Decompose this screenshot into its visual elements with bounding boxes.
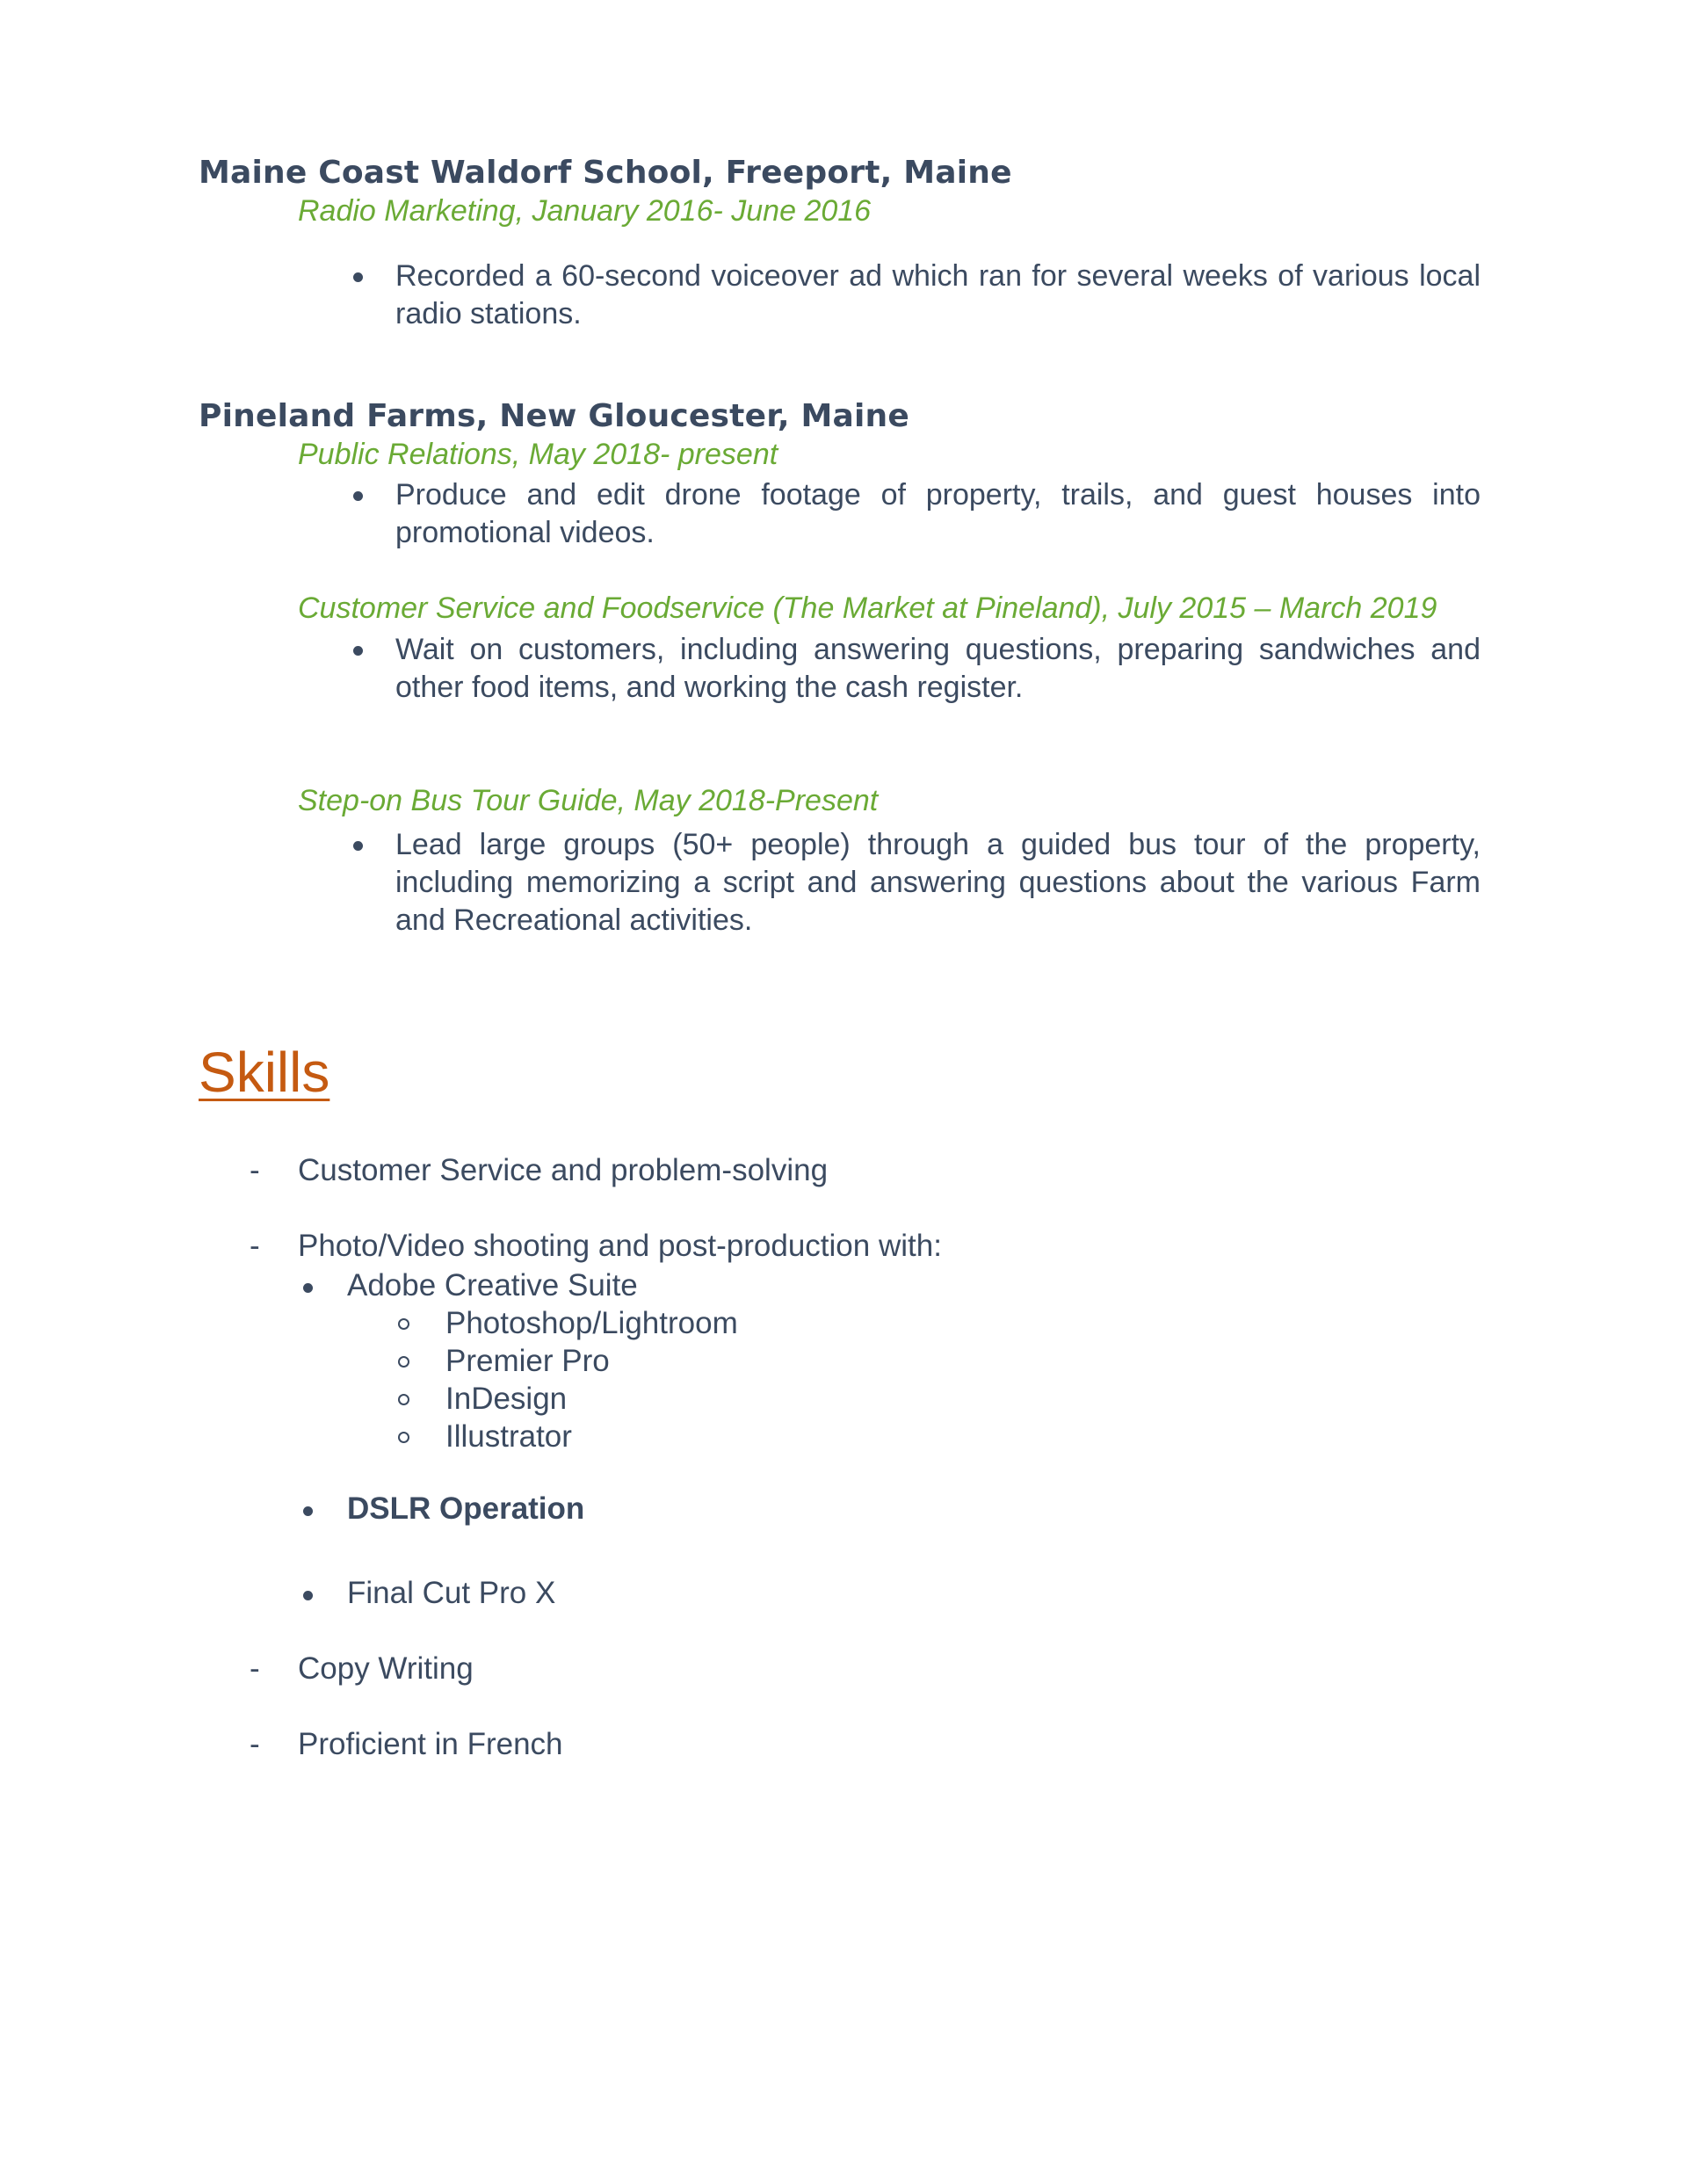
dash-marker: - <box>250 1229 260 1263</box>
skill-item <box>250 1153 829 1188</box>
position-title: Radio Marketing, January 2016- June 2016 <box>298 194 872 228</box>
circle-bullet-icon <box>398 1432 409 1443</box>
position-title: Step-on Bus Tour Guide, May 2018-Present <box>298 784 879 817</box>
skill-item <box>250 1229 942 1264</box>
employer-heading: Maine Coast Waldorf School, Freeport, Maine <box>199 155 1012 191</box>
circle-bullet-icon <box>398 1318 409 1330</box>
skill-text: Proficient in French <box>298 1727 563 1761</box>
bullet-icon <box>353 841 363 851</box>
tool-item <box>347 1268 638 1303</box>
bullet-icon <box>353 272 363 282</box>
dash-marker: - <box>250 1727 260 1761</box>
job-bullet-text: Recorded a 60-second voiceover ad which ran for several weeks of various local radio stations. <box>395 259 1481 330</box>
job-bullet-text: Wait on customers, including answering questions, preparing sandwiches and other food items, and working the cash register. <box>395 633 1481 704</box>
job-bullet <box>395 826 1481 940</box>
skill-text: Customer Service and problem-solving <box>298 1153 829 1187</box>
adobe-app-text: Premier Pro <box>445 1344 610 1378</box>
bullet-icon <box>353 646 363 656</box>
job-bullet <box>395 631 1481 707</box>
adobe-app-item <box>445 1382 567 1417</box>
job-bullet <box>395 476 1481 552</box>
adobe-app-text: InDesign <box>445 1382 568 1416</box>
tool-item <box>347 1491 584 1527</box>
job-bullet-text: Produce and edit drone footage of property, trails, and guest houses into promotional videos. <box>395 478 1481 549</box>
employer-heading: Pineland Farms, New Gloucester, Maine <box>199 398 909 434</box>
tool-item <box>347 1576 555 1611</box>
bullet-icon <box>303 1506 313 1516</box>
bullet-icon <box>303 1283 313 1293</box>
position-title: Customer Service and Foodservice (The Market at Pineland), July 2015 – March 2019 <box>298 591 1437 625</box>
bullet-icon <box>303 1591 313 1600</box>
adobe-app-text: Photoshop/Lightroom <box>445 1306 738 1340</box>
skills-heading: Skills <box>199 1041 330 1104</box>
skill-text: Photo/Video shooting and post-production with: <box>298 1229 942 1263</box>
adobe-app-item <box>445 1344 610 1379</box>
circle-bullet-icon <box>398 1394 409 1405</box>
adobe-app-item <box>445 1419 572 1455</box>
dash-marker: - <box>250 1651 260 1686</box>
tool-text: DSLR Operation <box>347 1491 585 1526</box>
adobe-app-item <box>445 1306 738 1341</box>
job-bullet-text: Lead large groups (50+ people) through a guided bus tour of the property, including memorizing a script and answering questions about the various Farm and Recreational activities. <box>395 828 1481 937</box>
skill-item <box>250 1727 563 1762</box>
job-bullet <box>395 258 1481 333</box>
tool-text: Final Cut Pro X <box>347 1576 556 1610</box>
dash-marker: - <box>250 1153 260 1187</box>
circle-bullet-icon <box>398 1356 409 1368</box>
bullet-icon <box>353 491 363 501</box>
adobe-app-text: Illustrator <box>445 1419 572 1454</box>
tool-text: Adobe Creative Suite <box>347 1268 638 1302</box>
position-title: Public Relations, May 2018- present <box>298 438 778 471</box>
skill-item <box>250 1651 474 1687</box>
skill-text: Copy Writing <box>298 1651 474 1686</box>
